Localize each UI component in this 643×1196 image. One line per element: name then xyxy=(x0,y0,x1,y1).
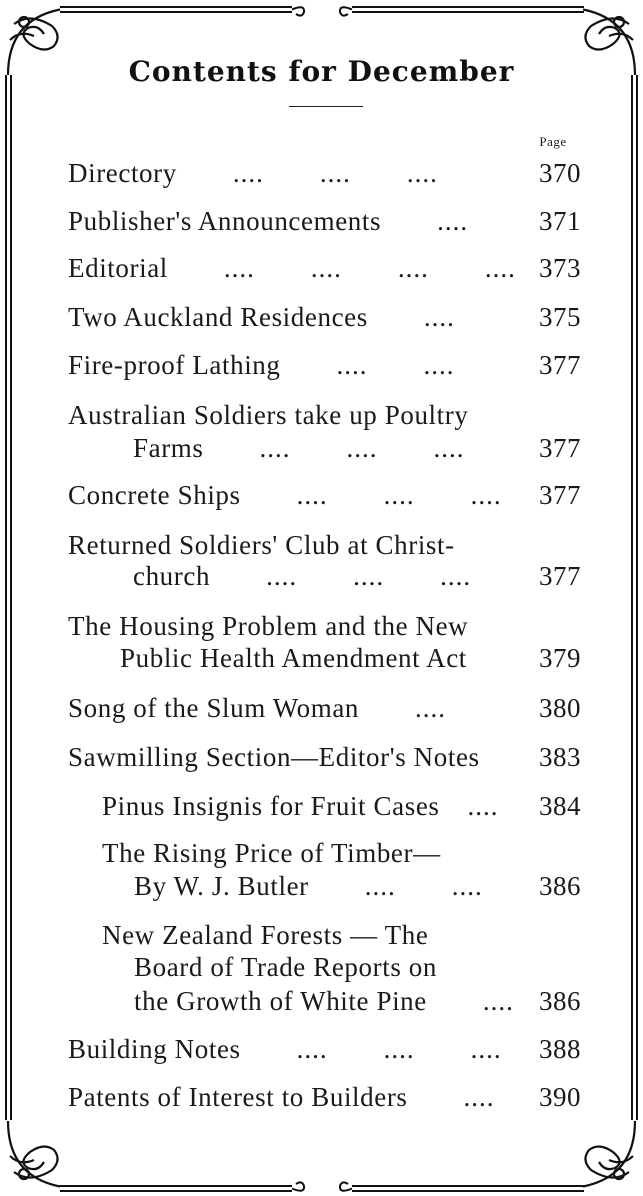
toc-entry-title: church .... .... .... xyxy=(133,561,472,591)
leader-dots: .... xyxy=(439,791,499,821)
toc-entry-title: Song of the Slum Woman .... xyxy=(68,693,447,723)
toc-entry-title: By W. J. Butler .... .... xyxy=(134,871,483,901)
toc-entry-title: Patents of Interest to Builders .... xyxy=(68,1082,495,1112)
leader-dots: .... .... .... xyxy=(210,561,472,591)
leader-dots: .... xyxy=(407,1082,495,1112)
leader-dots: .... .... .... xyxy=(240,480,502,510)
toc-entry-page-number: 390 xyxy=(539,1082,581,1112)
toc-entry-title: Fire-proof Lathing .... .... xyxy=(68,350,455,380)
page-column-header: Page xyxy=(539,134,567,149)
leader-dots: .... xyxy=(367,302,455,332)
toc-entry-page-number: 386 xyxy=(539,871,581,901)
toc-entry-title: Concrete Ships .... .... .... xyxy=(68,480,502,510)
toc-entry-page-number: 386 xyxy=(539,986,581,1016)
toc-entry-page-number: 375 xyxy=(539,302,581,332)
toc-entry-title: Public Health Amendment Act xyxy=(120,643,467,673)
toc-entry-title: Two Auckland Residences .... xyxy=(68,302,455,332)
toc-entry-page-number: 377 xyxy=(539,350,581,380)
toc-entry-page-number: 377 xyxy=(539,433,581,463)
toc-entry-title: Directory .... .... .... xyxy=(68,158,438,188)
leader-dots: .... .... .... xyxy=(176,158,438,188)
toc-entry-title: Pinus Insignis for Fruit Cases .... xyxy=(102,791,499,821)
leader-dots: .... .... .... xyxy=(240,1034,502,1064)
toc-entry-title: The Rising Price of Timber— xyxy=(102,838,441,868)
toc-entry-title: Farms .... .... .... xyxy=(133,433,465,463)
leader-dots: .... .... xyxy=(280,350,455,380)
leader-dots: .... .... .... xyxy=(203,433,465,463)
toc-entry-title: Sawmilling Section—Editor's Notes xyxy=(68,742,480,772)
toc-entry-page-number: 377 xyxy=(539,480,581,510)
toc-entry-page-number: 377 xyxy=(539,561,581,591)
toc-entry-title: Editorial .... .... .... .... xyxy=(68,253,516,283)
toc-entry-page-number: 379 xyxy=(539,643,581,673)
toc-entry-page-number: 388 xyxy=(539,1034,581,1064)
toc-entry-title: Publisher's Announcements .... xyxy=(68,206,469,236)
leader-dots: .... xyxy=(426,986,514,1016)
toc-entry-page-number: 383 xyxy=(539,742,581,772)
toc-entry-page-number: 371 xyxy=(539,206,581,236)
toc-entry-page-number: 384 xyxy=(539,791,581,821)
toc-entry-page-number: 373 xyxy=(539,253,581,283)
leader-dots: .... .... xyxy=(308,871,483,901)
toc-entry-page-number: 380 xyxy=(539,693,581,723)
title-divider xyxy=(289,106,363,107)
leader-dots: .... xyxy=(359,693,447,723)
toc-entry-title: The Housing Problem and the New xyxy=(68,611,469,641)
toc-entry-title: Board of Trade Reports on xyxy=(134,952,437,982)
toc-entry-title: Returned Soldiers' Club at Christ- xyxy=(68,530,455,560)
leader-dots: .... .... .... .... xyxy=(167,253,516,283)
page-title: Contents for December xyxy=(128,55,515,88)
leader-dots: .... xyxy=(381,206,469,236)
toc-entry-title: Australian Soldiers take up Poultry xyxy=(68,400,469,430)
toc-entry-title: New Zealand Forests — The xyxy=(102,920,429,950)
toc-entry-title: Building Notes .... .... .... xyxy=(68,1034,502,1064)
toc-entry-page-number: 370 xyxy=(539,158,581,188)
toc-entry-title: the Growth of White Pine .... xyxy=(134,986,514,1016)
